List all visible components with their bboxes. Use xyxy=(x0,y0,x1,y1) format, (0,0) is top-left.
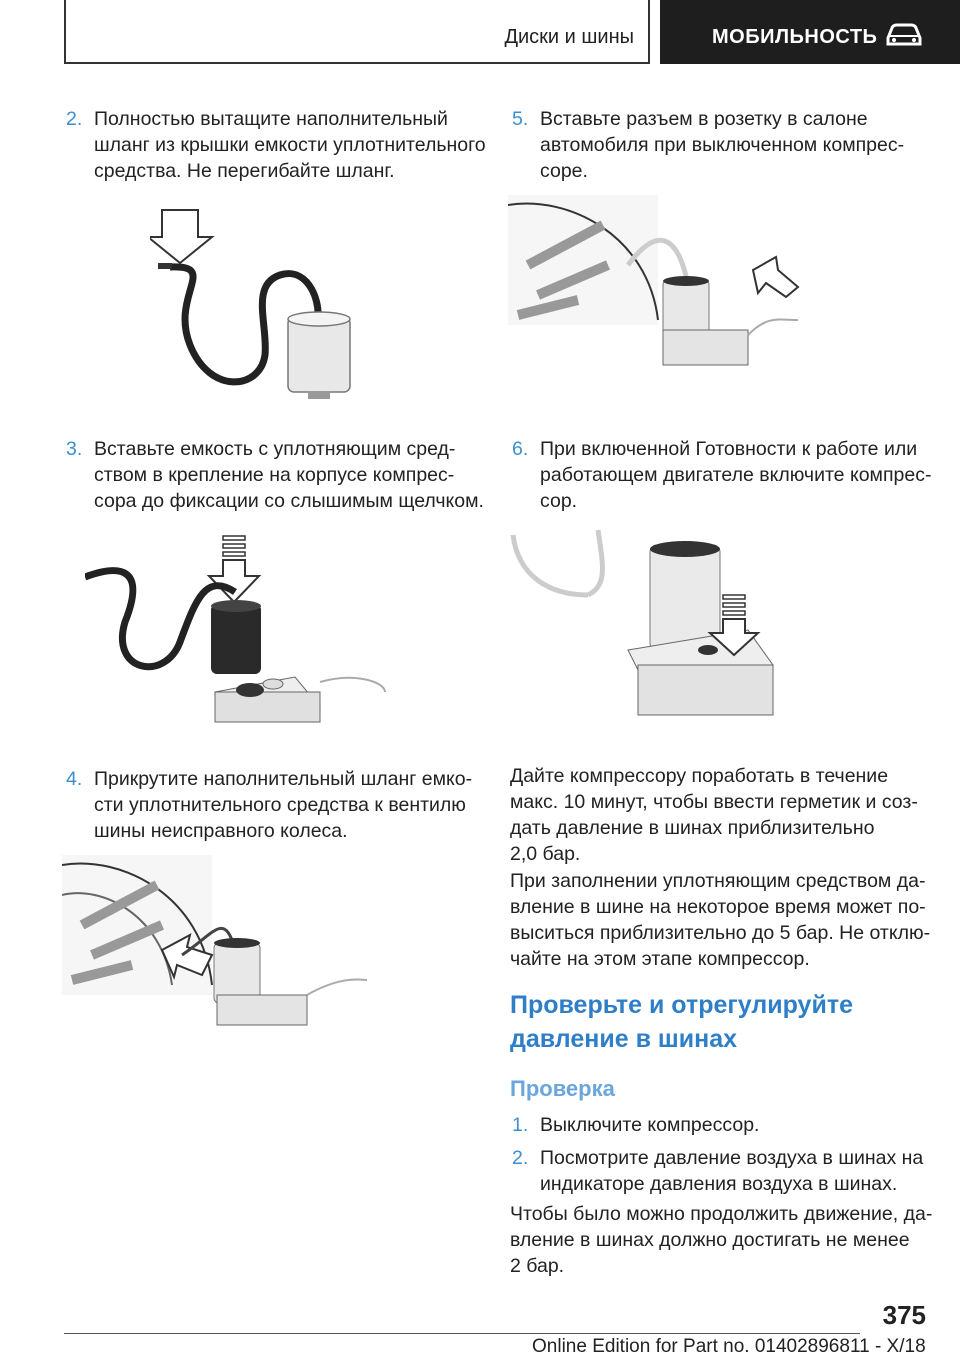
step-text-line: средства. Не перегибайте шланг. xyxy=(94,160,395,182)
step-text-line: соре. xyxy=(540,160,588,182)
step-2 xyxy=(66,106,494,184)
paragraph-line: 2,0 бар. xyxy=(510,843,581,865)
step-number: 3. xyxy=(66,438,83,460)
step-6 xyxy=(512,436,940,514)
step-text-line: автомобиля при выключенном компрес- xyxy=(540,134,905,156)
paragraph-line: Чтобы было можно продолжить движение, да- xyxy=(510,1203,933,1225)
paragraph-line: Дайте компрессору поработать в течение xyxy=(510,765,889,787)
step-text-line: сор. xyxy=(540,490,578,512)
header-chapter-box xyxy=(660,0,960,64)
subheading-check: Проверка xyxy=(510,1076,615,1101)
footer-edition: Online Edition for Part no. 01402896811 - X/18 xyxy=(532,1336,926,1357)
step-number: 5. xyxy=(512,108,529,130)
paragraph-line: При заполнении уплотняющим средством да- xyxy=(510,870,926,892)
step-text-line: шланг из крышки емкости уплотнительного xyxy=(94,134,486,156)
check-step-1 xyxy=(512,1112,940,1138)
figure-wheel-connect xyxy=(62,855,372,1035)
step-text-line: Выключите компрессор. xyxy=(540,1114,760,1136)
step-text-line: сора до фиксации со слышимым щелчком. xyxy=(94,490,484,512)
step-5 xyxy=(512,106,940,184)
step-3 xyxy=(66,436,494,514)
step-text-line: Прикрутите наполнительный шланг емко- xyxy=(94,768,473,790)
step-text-line: Посмотрите давление воздуха в шинах на xyxy=(540,1147,924,1169)
step-4 xyxy=(66,766,494,844)
footer-divider xyxy=(64,1333,860,1334)
paragraph-minimum-pressure xyxy=(510,1201,940,1279)
figure-plug-socket xyxy=(508,195,828,385)
paragraph-line: вление в шине на некоторое время может по- xyxy=(510,896,926,918)
step-text-line: Вставьте разъем в розетку в салоне xyxy=(540,108,868,130)
figure-switch-on xyxy=(508,525,808,725)
header-section-box xyxy=(64,0,650,64)
step-text-line: При включенной Готовности к работе или xyxy=(540,438,918,460)
heading-line: давление в шинах xyxy=(510,1025,738,1053)
paragraph-pressure-note xyxy=(510,868,940,972)
header-chapter-title: МОБИЛЬНОСТЬ xyxy=(712,26,878,48)
paragraph-line: чайте на этом этапе компрессор. xyxy=(510,948,810,970)
figure-hose-canister xyxy=(150,205,370,405)
page-number: 375 xyxy=(882,1300,926,1330)
paragraph-line: дать давление в шинах приблизительно xyxy=(510,817,875,839)
paragraph-line: макс. 10 минут, чтобы ввести герметик и соз- xyxy=(510,791,918,813)
figure-canister-insert xyxy=(85,532,395,732)
check-step-2 xyxy=(512,1145,940,1197)
paragraph-line: вление в шинах должно достигать не менее xyxy=(510,1229,910,1251)
step-text-line: индикаторе давления воздуха в шинах. xyxy=(540,1173,898,1195)
car-icon xyxy=(884,22,924,48)
paragraph-run-time xyxy=(510,763,940,867)
step-number: 4. xyxy=(66,768,83,790)
step-text-line: Вставьте емкость с уплотняющим сред- xyxy=(94,438,456,460)
step-text-line: работающем двигателе включите компрес- xyxy=(540,464,932,486)
paragraph-line: выситься приблизительно до 5 бар. Не отклю- xyxy=(510,922,931,944)
step-number: 2. xyxy=(66,108,83,130)
step-number: 6. xyxy=(512,438,529,460)
heading-line: Проверьте и отрегулируйте xyxy=(510,991,853,1019)
step-number: 2. xyxy=(512,1147,529,1169)
step-text-line: сти уплотнительного средства к вентилю xyxy=(94,794,466,816)
step-text-line: Полностью вытащите наполнительный xyxy=(94,108,448,130)
step-number: 1. xyxy=(512,1114,529,1136)
section-heading xyxy=(510,988,940,1056)
step-text-line: ством в крепление на корпусе компрес- xyxy=(94,464,455,486)
step-text-line: шины неисправного колеса. xyxy=(94,820,348,842)
header-section-title: Диски и шины xyxy=(504,26,634,48)
paragraph-line: 2 бар. xyxy=(510,1255,565,1277)
